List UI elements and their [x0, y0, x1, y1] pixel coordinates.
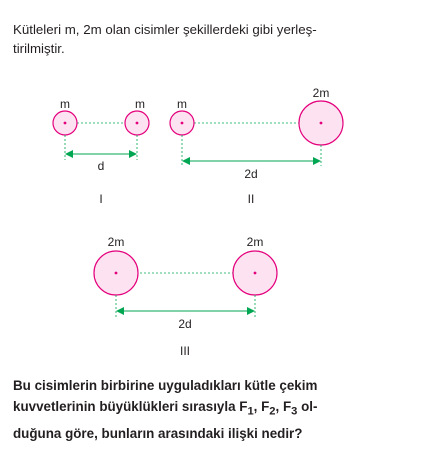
fig1-label: I [99, 192, 103, 206]
fig2-label: II [247, 192, 255, 206]
fig1-mass-left-label: m [60, 97, 70, 111]
fig1-center-dot-right [136, 122, 139, 125]
question-text [13, 375, 415, 444]
fig3-mass-left-label: 2m [107, 235, 125, 249]
fig3-mass-right-label: 2m [246, 235, 264, 249]
fig2-distance-label: 2d [244, 167, 258, 181]
fig1-distance-label: d [97, 159, 105, 173]
fig3-distance-label: 2d [178, 317, 192, 331]
fig2-center-dot-left [181, 122, 184, 125]
question-line-3: duğuna göre, bunların arasındaki ilişki nedir? [13, 425, 303, 441]
fig3-center-dot-right [254, 272, 257, 275]
figure-2 [170, 86, 343, 206]
question-separator-1: , F [253, 399, 270, 414]
question-line-2-end: ol- [297, 399, 318, 414]
intro-line-2: tirilmiştir. [13, 41, 65, 56]
question-line-2-start: kuvvetlerinin büyüklükleri sırasıyla F [13, 399, 248, 414]
f3-subscript: 3 [291, 405, 298, 418]
intro-line-1: Kütleleri m, 2m olan cisimler şekillerdeki gibi yerleş- [13, 22, 317, 37]
fig3-center-dot-left [115, 272, 118, 275]
fig3-label: III [179, 344, 191, 358]
figure-1 [53, 97, 149, 206]
question-line-1: Bu cisimlerin birbirine uyguladıkları kütle çekim [13, 378, 318, 393]
question-separator-2: , F [275, 399, 292, 414]
fig2-center-dot-right [320, 122, 323, 125]
f1-subscript: 1 [247, 405, 254, 418]
figure-3 [94, 235, 277, 358]
f2-subscript: 2 [269, 405, 276, 418]
fig1-center-dot-left [64, 122, 67, 125]
fig2-mass-right-label: 2m [312, 86, 330, 100]
fig2-mass-left-label: m [177, 97, 187, 111]
fig1-mass-right-label: m [135, 97, 145, 111]
